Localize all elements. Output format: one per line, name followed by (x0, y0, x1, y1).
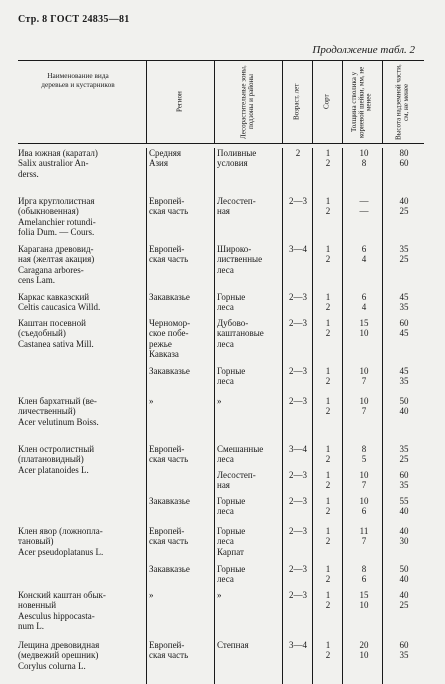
table-row (18, 590, 424, 636)
species-name: Клен бархатный (ве- личественный) Acer velutinum Boiss. (18, 396, 99, 427)
forest-zone-cell: Смешанные леса (217, 444, 264, 465)
species-name: Лещина древовидная (медвежий орешник) Corylus colurna L. (18, 640, 100, 671)
col-divider (382, 61, 383, 143)
table-header (18, 60, 424, 144)
species-name: Ирга круглолистная (обыкновенная) Amelanchier rotundi- folia Dum. — Cours. (18, 196, 96, 238)
table-row (18, 318, 424, 362)
sort-cell: 1 2 (325, 526, 331, 547)
header-age: Возраст, лет (292, 83, 301, 121)
table-row (18, 526, 424, 560)
header-name: Наименование вида деревьев и кустарников (41, 71, 115, 90)
col-divider (146, 61, 147, 143)
age-cell: 2—3 (289, 366, 307, 376)
table-row (18, 640, 424, 674)
region-cell: Европей- ская часть (149, 444, 189, 465)
height-cell: 55 40 (399, 496, 409, 517)
thickness-cell: — — (359, 196, 369, 217)
header-sort: Сорт (322, 94, 331, 110)
height-cell: 35 25 (399, 244, 409, 265)
table-row (18, 148, 424, 192)
sort-cell: 1 2 (325, 640, 331, 661)
forest-zone-cell: Степная (217, 640, 249, 650)
forest-zone-cell: Горные леса (217, 564, 246, 585)
forest-zone-cell: Дубово- каштановые леса (217, 318, 264, 349)
region-cell: Европей- ская часть (149, 640, 189, 661)
age-cell: 2—3 (289, 292, 307, 302)
table-row (18, 244, 424, 288)
species-name: Клен остролистный (платановидный) Acer platanoides L. (18, 444, 95, 475)
thickness-cell: 10 7 (359, 396, 369, 417)
species-name: Конский каштан обык- новенный Aesculus hippocasta- num L. (18, 590, 106, 632)
page-header: Стр. 8 ГОСТ 24835—81 (18, 14, 130, 25)
sort-cell: 1 2 (325, 564, 331, 585)
table-row (18, 292, 424, 314)
sort-cell: 1 2 (325, 366, 331, 387)
species-name: Каркас кавказский Celtis caucasica Willd. (18, 292, 101, 313)
forest-zone-cell: Горные леса (217, 366, 246, 387)
thickness-cell: 10 8 (359, 148, 369, 169)
forest-zone-cell: Горные леса Карпат (217, 526, 246, 557)
height-cell: 60 35 (399, 640, 409, 661)
species-name: Клен явор (ложнопла- тановый) Acer pseudoplatanus L. (18, 526, 104, 557)
region-cell: Закавказье (149, 564, 190, 574)
species-name: Карагана древовид- ная (желтая акация) Caragana arbores- cens Lam. (18, 244, 95, 286)
sort-cell: 1 2 (325, 196, 331, 217)
sort-cell: 1 2 (325, 244, 331, 265)
thickness-cell: 6 4 (361, 244, 367, 265)
header-thickness: Толщина стволика у корневой шейки, мм, не менее (349, 66, 373, 138)
region-cell: Закавказье (149, 496, 190, 506)
col-divider (312, 61, 313, 143)
region-cell: » (149, 396, 154, 406)
forest-zone-cell: Горные леса (217, 292, 246, 313)
age-cell: 2 (295, 148, 301, 158)
age-cell: 2—3 (289, 526, 307, 536)
height-cell: 35 25 (399, 444, 409, 465)
age-cell: 3—4 (289, 444, 307, 454)
table-body (18, 148, 424, 674)
table-row (18, 564, 424, 586)
thickness-cell: 10 6 (359, 496, 369, 517)
table-row (18, 470, 424, 492)
thickness-cell: 15 10 (359, 590, 369, 611)
col-divider (282, 61, 283, 143)
height-cell: 80 60 (399, 148, 409, 169)
sort-cell: 1 2 (325, 470, 331, 491)
continuation-title: Продолжение табл. 2 (312, 44, 415, 56)
forest-zone-cell: » (217, 590, 222, 600)
region-cell: Европей- ская часть (149, 526, 189, 547)
region-cell: Европей- ская часть (149, 196, 189, 217)
age-cell: 2—3 (289, 496, 307, 506)
sort-cell: 1 2 (325, 590, 331, 611)
thickness-cell: 20 10 (359, 640, 369, 661)
header-height: Высота надземной части, см, не менее (394, 64, 410, 140)
sort-cell: 1 2 (325, 318, 331, 339)
forest-zone-cell: » (217, 396, 222, 406)
age-cell: 2—3 (289, 470, 307, 480)
height-cell: 40 30 (399, 526, 409, 547)
age-cell: 2—3 (289, 318, 307, 328)
forest-zone-cell: Горные леса (217, 496, 246, 517)
height-cell: 60 35 (399, 470, 409, 491)
data-table (18, 60, 424, 674)
age-cell: 3—4 (289, 244, 307, 254)
forest-zone-cell: Лесостеп- ная (217, 196, 256, 217)
thickness-cell: 6 4 (361, 292, 367, 313)
thickness-cell: 8 6 (361, 564, 367, 585)
sort-cell: 1 2 (325, 292, 331, 313)
height-cell: 45 35 (399, 292, 409, 313)
sort-cell: 1 2 (325, 496, 331, 517)
table-row (18, 496, 424, 522)
header-forest-zone: Лесорастительные зоны, подзоны и районы (239, 65, 255, 139)
height-cell: 40 25 (399, 196, 409, 217)
species-name: Ива южная (каратал) Salix australior An- derss. (18, 148, 98, 179)
age-cell: 3—4 (289, 640, 307, 650)
sort-cell: 1 2 (325, 396, 331, 417)
region-cell: Закавказье (149, 292, 190, 302)
forest-zone-cell: Широко- лиственные леса (217, 244, 263, 275)
sort-cell: 1 2 (325, 148, 331, 169)
table-row (18, 366, 424, 392)
thickness-cell: 10 7 (359, 366, 369, 387)
age-cell: 2—3 (289, 396, 307, 406)
sort-cell: 1 2 (325, 444, 331, 465)
species-name: Каштан посевной (съедобный) Castanea sativa Mill. (18, 318, 94, 349)
forest-zone-cell: Поливные условия (217, 148, 257, 169)
height-cell: 50 40 (399, 396, 409, 417)
height-cell: 50 40 (399, 564, 409, 585)
table-row (18, 396, 424, 440)
region-cell: Черномор- ское побе- режье Кавказа (149, 318, 191, 360)
table-row (18, 196, 424, 240)
thickness-cell: 10 7 (359, 470, 369, 491)
height-cell: 45 35 (399, 366, 409, 387)
height-cell: 40 25 (399, 590, 409, 611)
thickness-cell: 11 7 (359, 526, 369, 547)
region-cell: Европей- ская часть (149, 244, 189, 265)
thickness-cell: 8 5 (361, 444, 367, 465)
age-cell: 2—3 (289, 196, 307, 206)
header-region: Регион (175, 91, 184, 113)
col-divider (214, 61, 215, 143)
region-cell: Закавказье (149, 366, 190, 376)
age-cell: 2—3 (289, 590, 307, 600)
region-cell: Средняя Азия (149, 148, 182, 169)
age-cell: 2—3 (289, 564, 307, 574)
region-cell: » (149, 590, 154, 600)
col-divider (342, 61, 343, 143)
forest-zone-cell: Лесостеп- ная (217, 470, 256, 491)
height-cell: 60 45 (399, 318, 409, 339)
thickness-cell: 15 10 (359, 318, 369, 339)
